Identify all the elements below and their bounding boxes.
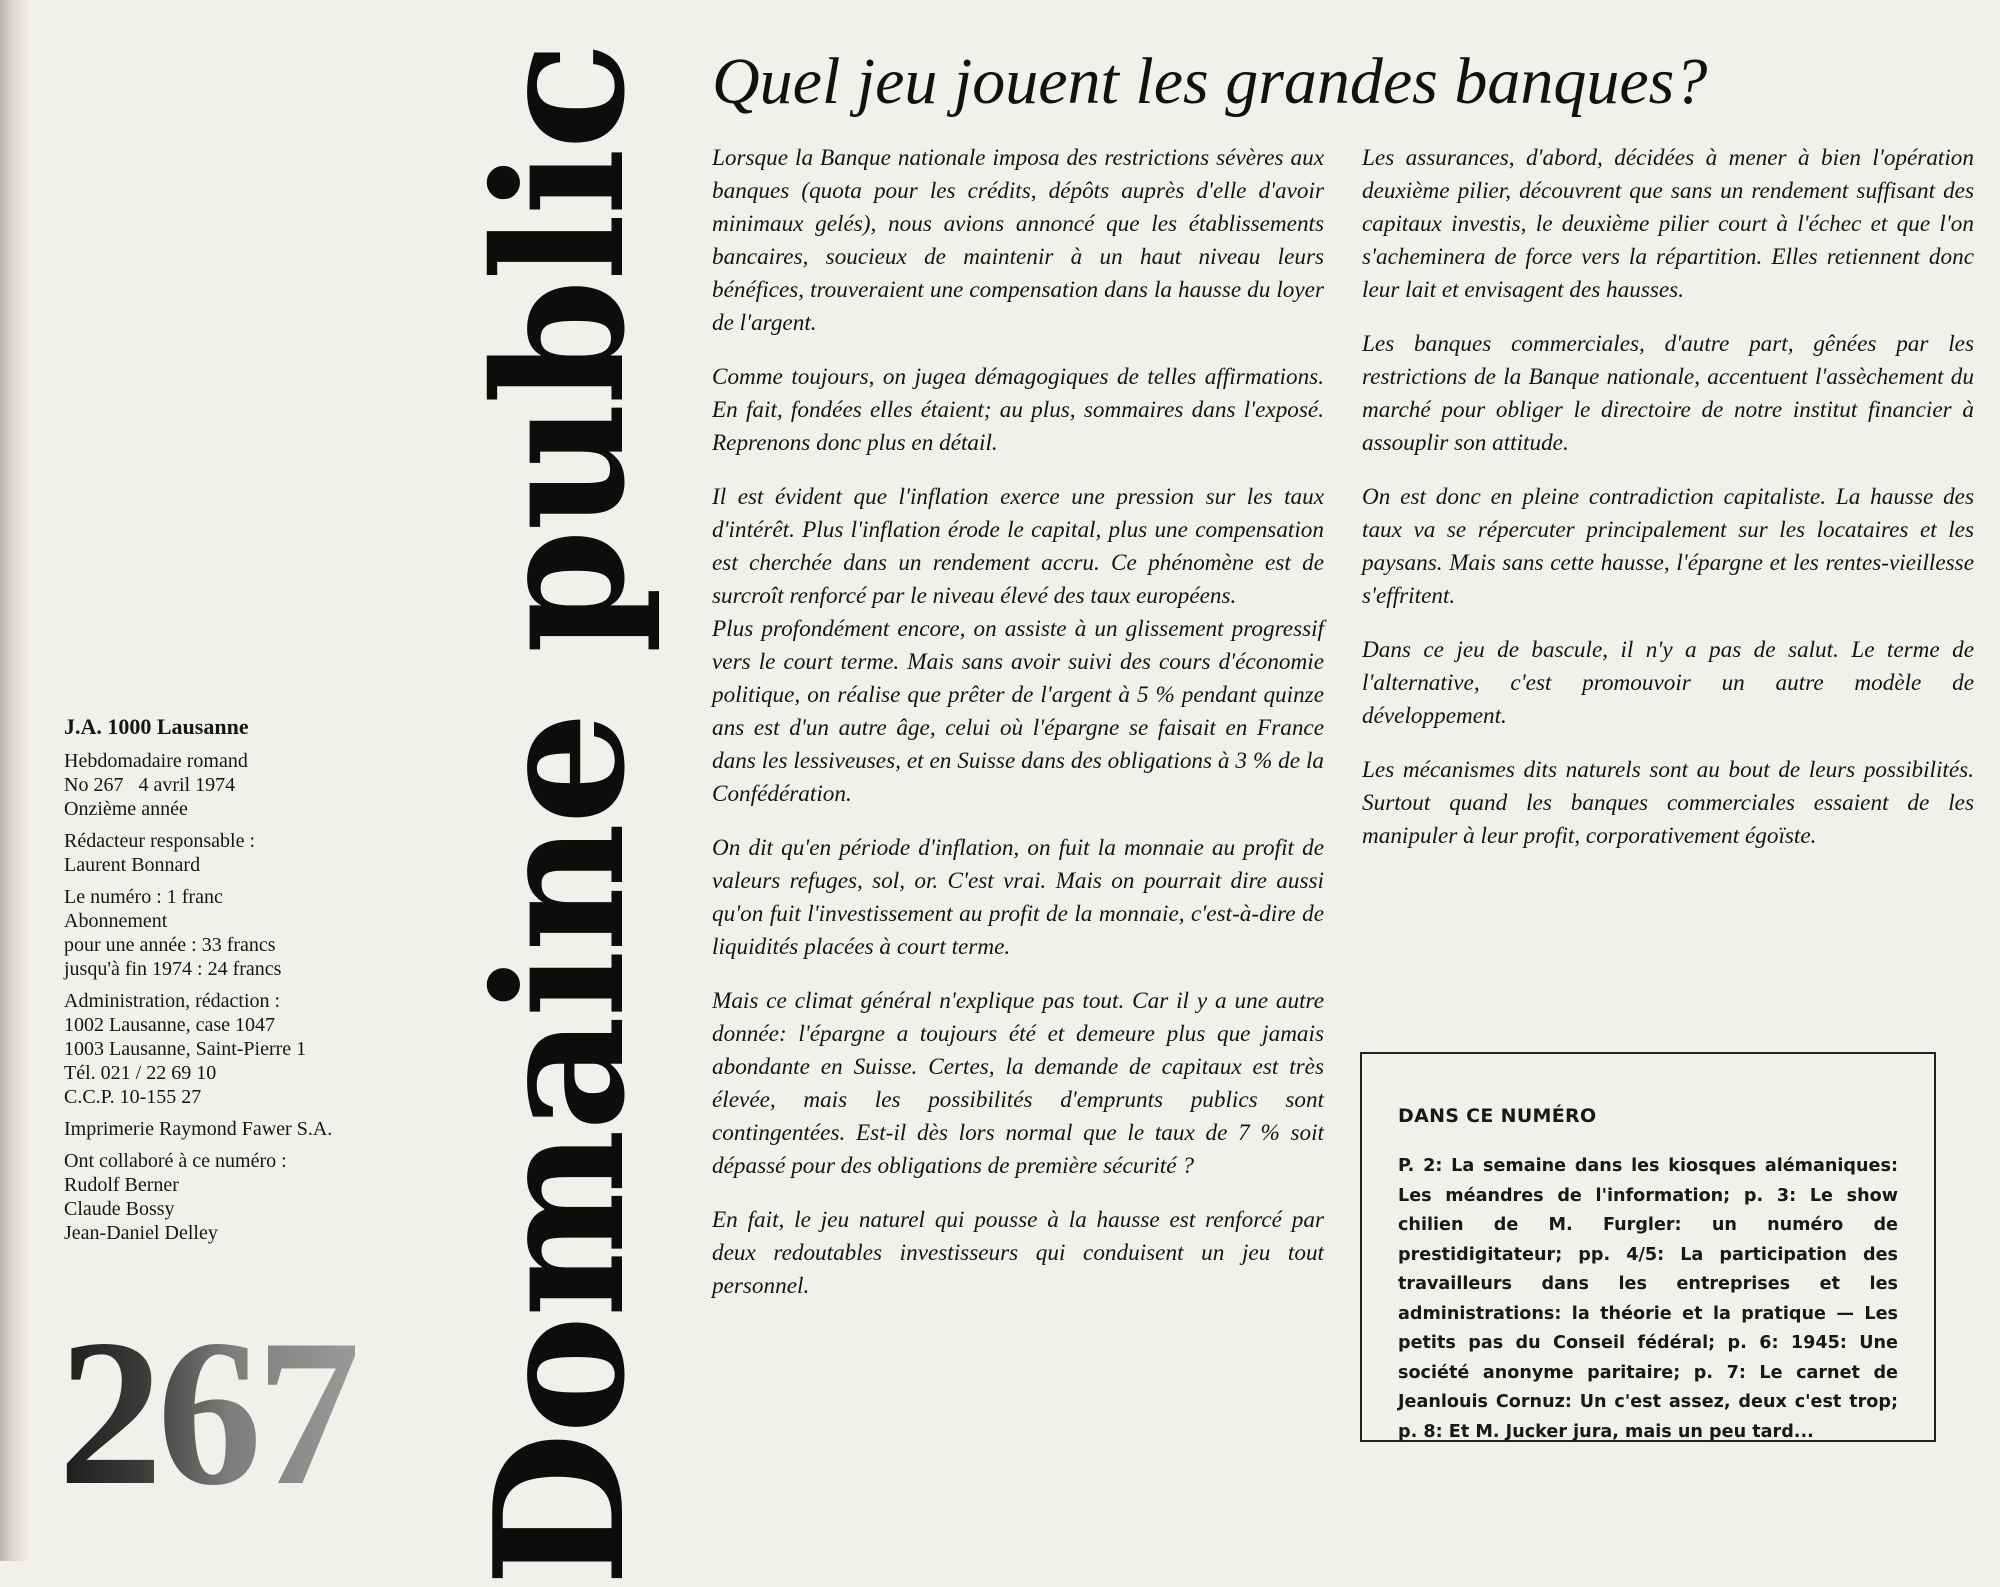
article-headline: Quel jeu jouent les grandes banques?: [712, 45, 1708, 118]
contributors-info: [64, 1149, 464, 1245]
contributor-name: Rudolf Berner: [64, 1174, 179, 1196]
article-paragraph: Mais ce climat général n'explique pas tout. Car il y a une autre donnée: l'épargne a toujours été et demeure plus que jamais abondante en Suisse. Certes, la demande de capitaux est très élevée, mais les possibilités d'emprunts publics sont contingentées. Est-il dès lors normal que le taux de 7 % soit dépassé pour des obligations de première sécurité ?: [712, 988, 1324, 1179]
article-paragraph: On dit qu'en période d'inflation, on fuit la monnaie au profit de valeurs refuges, sol, or. C'est vrai. Mais on pourrait dire aussi qu'on fuit l'investissement au profit de la monnaie, c'est-à-dire de liquidités placées à court terme.: [712, 835, 1324, 960]
address-line: Tél. 021 / 22 69 10: [64, 1062, 217, 1084]
printer-line: Imprimerie Raymond Fawer S.A.: [64, 1118, 333, 1140]
article-paragraph: Plus profondément encore, on assiste à un glissement progressif vers le court terme. Mais sans avoir suivi des cours d'économie politique, on réalise que prêter de l'argent à 5 % pendant quinze ans est d'un autre âge, celui où l'épargne se faisait en France dans les lessiveuses, et en Suisse dans des obligations à 3 % de la Confédération.: [712, 616, 1324, 807]
article-paragraph: Les assurances, d'abord, décidées à mener à bien l'opération deuxième pilier, découvrent que sans un rendement suffisant des capitaux investis, le deuxième pilier court à l'échec et que l'on s'acheminera de force vers la répartition. Elles retiennent donc leur lait et envisagent des hausses.: [1362, 145, 1974, 303]
address-line: Administration, rédaction :: [64, 990, 281, 1012]
contributor-name: Claude Bossy: [64, 1198, 175, 1220]
publication-line: Hebdomadaire romand: [64, 750, 248, 772]
contributor-name: Jean-Daniel Delley: [64, 1222, 218, 1244]
editor-line: Rédacteur responsable :: [64, 830, 256, 852]
pricing-line: Abonnement: [64, 910, 168, 932]
article-column-1: [712, 142, 1324, 1324]
address-info: [64, 989, 464, 1109]
address-line: C.C.P. 10-155 27: [64, 1086, 202, 1108]
contents-text: P. 2: La semaine dans les kiosques alémaniques: Les méandres de l'information; p. 3: Le show chilien de M. Furgler: un numéro de prestidigitateur; pp. 4/5: La participation des travailleurs dans les entreprises et les administrations: la théorie et la pratique — Les petits pas du Conseil fédéral; p. 6: 1945: Une société anonyme paritaire; p. 7: Le carnet de Jeanlouis Cornuz: Un c'est assez, deux c'est trop; p. 8: Et M. Jucker jura, mais un peu tard...: [1398, 1156, 1898, 1442]
printer-info: [64, 1117, 464, 1141]
article-column-2: [1362, 142, 1974, 874]
pricing-line: pour une année : 33 francs: [64, 934, 276, 956]
issue-number: 267: [58, 1297, 355, 1529]
contributors-label: Ont collaboré à ce numéro :: [64, 1150, 287, 1172]
article-paragraph: On est donc en pleine contradiction capitaliste. La hausse des taux va se répercuter principalement sur les locataires et les paysans. Mais sans cette hausse, l'épargne et les rentes-vieillesse s'effritent.: [1362, 484, 1974, 609]
article-paragraph: Lorsque la Banque nationale imposa des restrictions sévères aux banques (quota pour les crédits, dépôts auprès d'elle d'avoir minimaux gelés), nous avions annoncé que les établissements bancaires, soucieux de maintenir à un haut niveau leurs bénéfices, trouveraient une compensation dans la hausse du loyer de l'argent.: [712, 145, 1324, 336]
publication-info: [64, 749, 464, 821]
address-line: 1003 Lausanne, Saint-Pierre 1: [64, 1038, 307, 1060]
address-line: 1002 Lausanne, case 1047: [64, 1014, 276, 1036]
contents-title: DANS CE NUMÉRO: [1398, 1105, 1597, 1127]
pricing-line: jusqu'à fin 1974 : 24 francs: [64, 958, 282, 980]
article-paragraph: Comme toujours, on jugea démagogiques de telles affirmations. En fait, fondées elles étaient; au plus, sommaires dans l'exposé. Reprenons donc plus en détail.: [712, 364, 1324, 456]
article-paragraph: Les banques commerciales, d'autre part, gênées par les restrictions de la Banque nationale, accentuent l'assèchement du marché pour obliger le directoire de notre institut financier à assouplir son attitude.: [1362, 331, 1974, 456]
article-paragraph: Dans ce jeu de bascule, il n'y a pas de salut. Le terme de l'alternative, c'est promouvoir un autre modèle de développement.: [1362, 637, 1974, 729]
contents-box: [1360, 1052, 1936, 1442]
pricing-info: [64, 885, 464, 981]
newspaper-title: Domaine public: [455, 43, 664, 1587]
publication-line: No 267 4 avril 1974: [64, 774, 236, 796]
publication-line: Onzième année: [64, 798, 188, 820]
pricing-line: Le numéro : 1 franc: [64, 886, 223, 908]
editor-line: Laurent Bonnard: [64, 854, 201, 876]
title-column: [455, 43, 664, 1587]
masthead-imprint: [64, 715, 464, 1253]
postal-place: J.A. 1000 Lausanne: [64, 714, 249, 739]
article-paragraph: Les mécanismes dits naturels sont au bout de leurs possibilités. Surtout quand les banques commerciales essaient de les manipuler à leur profit, corporativement égoïste.: [1362, 757, 1974, 849]
scan-edge: [0, 0, 30, 1561]
article-paragraph: En fait, le jeu naturel qui pousse à la hausse est renforcé par deux redoutables investisseurs qui conduisent un jeu tout personnel.: [712, 1207, 1324, 1299]
article-paragraph: Il est évident que l'inflation exerce une pression sur les taux d'intérêt. Plus l'inflation érode le capital, plus une compensation est cherchée dans un rendement accru. Ce phénomène est de surcroît renforcé par le niveau élevé des taux européens.: [712, 484, 1324, 609]
editor-info: [64, 829, 464, 877]
